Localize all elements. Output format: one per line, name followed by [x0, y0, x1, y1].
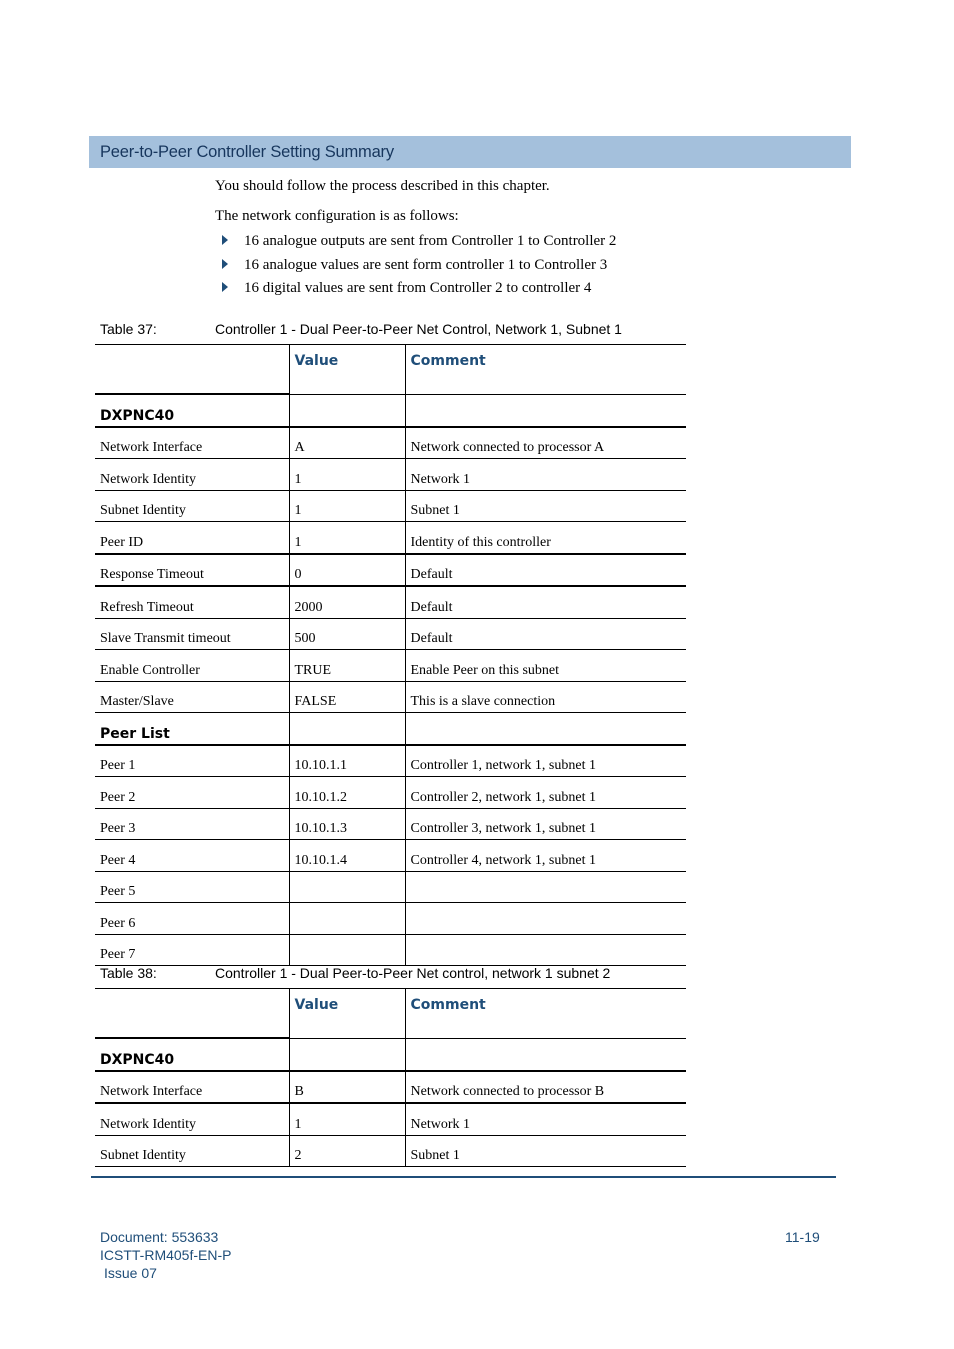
value-cell: 2000: [289, 586, 405, 618]
comment-cell: Enable Peer on this subnet: [405, 650, 686, 682]
value-cell: 0: [289, 554, 405, 587]
bullet-arrow-icon: [222, 282, 228, 292]
value-cell: 500: [289, 618, 405, 650]
parameter-cell: Network Identity: [95, 1103, 289, 1135]
table-row: [95, 459, 686, 491]
value-cell: 2: [289, 1135, 405, 1167]
comment-cell: Network 1: [405, 1103, 686, 1135]
parameter-cell: Peer 1: [95, 745, 289, 777]
parameter-cell: Response Timeout: [95, 554, 289, 587]
comment-cell: Default: [405, 554, 686, 587]
table-row: [95, 745, 686, 777]
section-title: Peer-to-Peer Controller Setting Summary: [100, 143, 394, 161]
table-row: [95, 554, 686, 587]
bullet-arrow-icon: [222, 235, 228, 245]
comment-cell: Default: [405, 586, 686, 618]
parameter-cell: Network Interface: [95, 427, 289, 459]
parameter-cell: Enable Controller: [95, 650, 289, 682]
value-cell: [289, 871, 405, 903]
parameter-cell: Peer 4: [95, 840, 289, 872]
intro-line-1: You should follow the process described in this chapter.: [215, 178, 550, 194]
footer-code: ICSTT-RM405f-EN-P: [100, 1247, 232, 1263]
value-cell: [289, 713, 405, 745]
comment-cell: Identity of this controller: [405, 522, 686, 554]
table-number: Table 37:: [100, 321, 157, 337]
comment-cell: [405, 903, 686, 935]
table-header-row: [95, 345, 686, 395]
value-cell: B: [289, 1071, 405, 1104]
comment-cell: Controller 3, network 1, subnet 1: [405, 808, 686, 840]
parameter-cell: Refresh Timeout: [95, 586, 289, 618]
intro-line-2: The network configuration is as follows:: [215, 208, 459, 224]
value-cell: [289, 903, 405, 935]
value-cell: 10.10.1.1: [289, 745, 405, 777]
table-row: [95, 522, 686, 554]
header-cell-blank: [95, 345, 289, 395]
table-title: Controller 1 - Dual Peer-to-Peer Net control, network 1 subnet 2: [215, 965, 611, 981]
parameter-cell: Peer List: [95, 713, 289, 745]
value-cell: 1: [289, 490, 405, 522]
footer-issue: Issue 07: [104, 1265, 157, 1281]
parameter-cell: DXPNC40: [95, 394, 289, 427]
comment-cell: Subnet 1: [405, 1135, 686, 1167]
table-row: [95, 394, 686, 427]
comment-cell: [405, 394, 686, 427]
parameter-cell: Peer 5: [95, 871, 289, 903]
header-cell-comment: Comment: [405, 989, 686, 1039]
table-row: [95, 934, 686, 966]
table-row: [95, 650, 686, 682]
section-banner: [89, 136, 851, 168]
comment-cell: Network connected to processor B: [405, 1071, 686, 1104]
comment-cell: Network connected to processor A: [405, 427, 686, 459]
table-row: [95, 871, 686, 903]
parameter-cell: Peer 6: [95, 903, 289, 935]
table-37: [95, 344, 686, 966]
value-cell: 1: [289, 459, 405, 491]
bullet-item: 16 analogue outputs are sent from Controller 1 to Controller 2: [222, 233, 616, 250]
value-cell: 1: [289, 522, 405, 554]
table-row: [95, 586, 686, 618]
footer-divider: [91, 1176, 836, 1178]
table-row: [95, 490, 686, 522]
value-cell: 10.10.1.2: [289, 777, 405, 809]
table-38: [95, 988, 686, 1167]
comment-cell: [405, 934, 686, 966]
page-number: 11-19: [785, 1229, 820, 1245]
parameter-cell: Peer 7: [95, 934, 289, 966]
table-row: [95, 713, 686, 745]
table-row: [95, 1071, 686, 1104]
table-38-caption: [100, 965, 610, 981]
value-cell: [289, 394, 405, 427]
table-row: [95, 840, 686, 872]
comment-cell: This is a slave connection: [405, 681, 686, 713]
parameter-cell: Network Interface: [95, 1071, 289, 1104]
table-row: [95, 903, 686, 935]
table-row: [95, 618, 686, 650]
table-row: [95, 1038, 686, 1071]
comment-cell: [405, 871, 686, 903]
comment-cell: Controller 2, network 1, subnet 1: [405, 777, 686, 809]
parameter-cell: Subnet Identity: [95, 1135, 289, 1167]
table-header-row: [95, 989, 686, 1039]
value-cell: [289, 1038, 405, 1071]
table-number: Table 38:: [100, 965, 157, 981]
parameter-cell: Peer 3: [95, 808, 289, 840]
table-title: Controller 1 - Dual Peer-to-Peer Net Control, Network 1, Subnet 1: [215, 321, 622, 337]
comment-cell: [405, 1038, 686, 1071]
parameter-cell: Slave Transmit timeout: [95, 618, 289, 650]
bullet-item: 16 analogue values are sent form controller 1 to Controller 3: [222, 257, 607, 274]
comment-cell: Default: [405, 618, 686, 650]
value-cell: 10.10.1.3: [289, 808, 405, 840]
comment-cell: Controller 4, network 1, subnet 1: [405, 840, 686, 872]
comment-cell: Network 1: [405, 459, 686, 491]
comment-cell: Subnet 1: [405, 490, 686, 522]
value-cell: TRUE: [289, 650, 405, 682]
header-cell-comment: Comment: [405, 345, 686, 395]
value-cell: [289, 934, 405, 966]
table-row: [95, 1135, 686, 1167]
header-cell-value: Value: [289, 989, 405, 1039]
bullet-arrow-icon: [222, 259, 228, 269]
value-cell: 10.10.1.4: [289, 840, 405, 872]
value-cell: 1: [289, 1103, 405, 1135]
parameter-cell: DXPNC40: [95, 1038, 289, 1071]
header-cell-blank: [95, 989, 289, 1039]
table-row: [95, 777, 686, 809]
parameter-cell: Subnet Identity: [95, 490, 289, 522]
value-cell: FALSE: [289, 681, 405, 713]
parameter-cell: Peer ID: [95, 522, 289, 554]
parameter-cell: Network Identity: [95, 459, 289, 491]
comment-cell: [405, 713, 686, 745]
comment-cell: Controller 1, network 1, subnet 1: [405, 745, 686, 777]
table-row: [95, 1103, 686, 1135]
parameter-cell: Peer 2: [95, 777, 289, 809]
footer-document: Document: 553633: [100, 1229, 219, 1245]
value-cell: A: [289, 427, 405, 459]
header-cell-value: Value: [289, 345, 405, 395]
table-37-caption: [100, 321, 622, 337]
parameter-cell: Master/Slave: [95, 681, 289, 713]
table-row: [95, 808, 686, 840]
bullet-item: 16 digital values are sent from Controller 2 to controller 4: [222, 280, 591, 297]
table-row: [95, 427, 686, 459]
table-row: [95, 681, 686, 713]
